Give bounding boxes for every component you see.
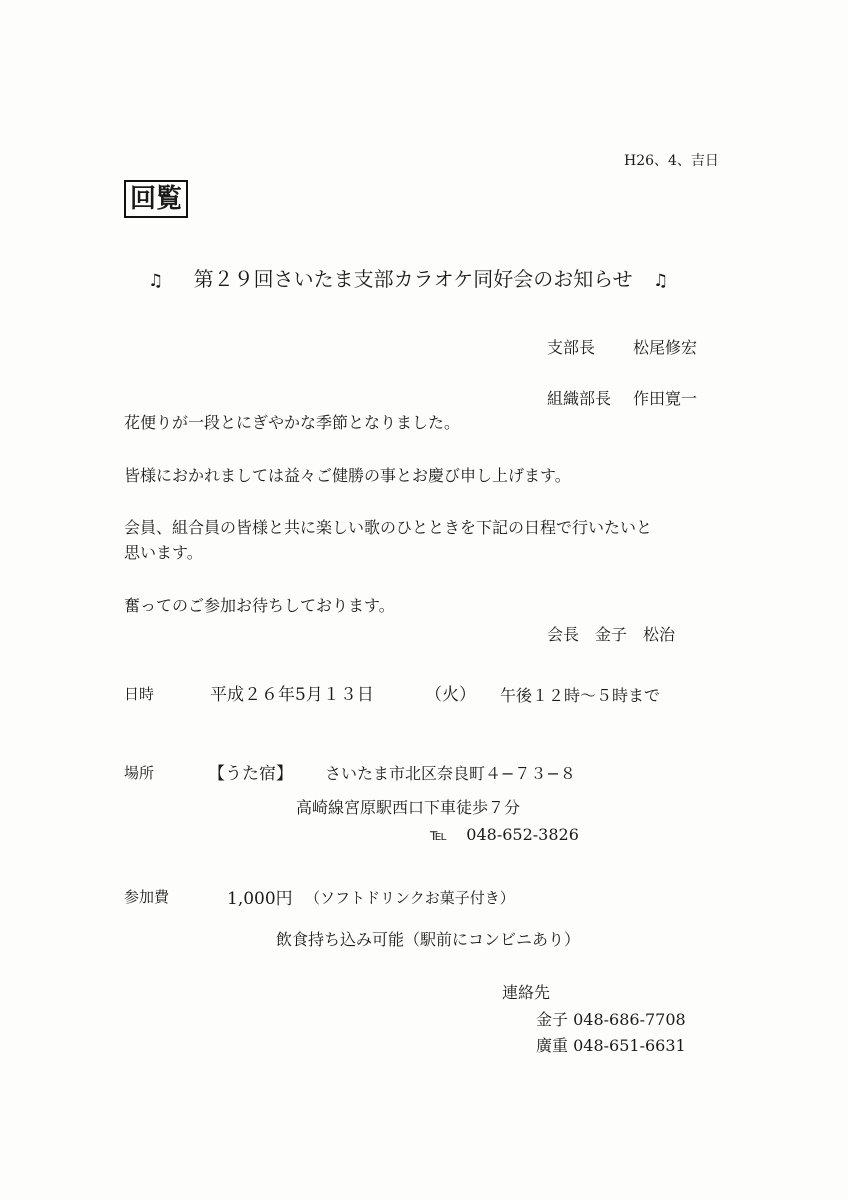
datetime-date: 平成２６年5月１３日	[210, 685, 374, 705]
place-label: 場所	[124, 764, 155, 782]
place-access: 高崎線宮原駅西口下車徒歩７分	[296, 798, 521, 817]
place-name: 【うた宿】	[208, 764, 293, 784]
place-phone-number: 048-652-3826	[466, 825, 579, 844]
title-row	[148, 263, 668, 292]
place-address: さいたま市北区奈良町４−７３−８	[325, 764, 576, 783]
org-head-name: 作田寛一	[633, 389, 698, 408]
datetime-label: 日時	[124, 685, 155, 703]
body-line-3b: 思います。	[124, 543, 203, 562]
music-note-icon: ♫	[148, 271, 164, 291]
fee-label: 参加費	[124, 888, 170, 906]
fee-note: （ソフトドリンクお菓子付き）	[305, 889, 515, 907]
contact-person-2: 廣重 048-651-6631	[536, 1036, 686, 1055]
body-line-2: 皆様におかれましては益々ご健勝の事とお慶び申し上げます。	[124, 466, 571, 485]
fee-note-2: 飲食持ち込み可能（駅前にコンビニあり）	[276, 930, 581, 949]
branch-head-signature	[547, 335, 697, 358]
place-phone	[430, 825, 579, 844]
phone-icon: ℡	[430, 825, 448, 844]
org-head-role: 組織部長	[547, 389, 612, 408]
body-line-1: 花便りが一段とにぎやかな季節となりました。	[124, 413, 461, 432]
contact-label: 連絡先	[502, 983, 551, 1002]
document-title: 第２９回さいたま支部カラオケ同好会のお知らせ	[193, 267, 633, 291]
branch-head-role: 支部長	[547, 338, 596, 357]
datetime-day: （火）	[425, 685, 476, 705]
chairman-signature: 会長 金子 松治	[547, 625, 676, 644]
datetime-time: 午後１２時～５時まで	[500, 686, 661, 705]
body-line-4: 奮ってのご参加お待ちしております。	[124, 596, 395, 615]
contact-person-1: 金子 048-686-7708	[536, 1010, 686, 1029]
fee-amount: 1,000円	[227, 889, 293, 909]
circulation-stamp: 回覧	[124, 180, 188, 218]
music-note-icon: ♫	[652, 271, 669, 291]
org-head-signature	[547, 386, 697, 409]
body-line-3a: 会員、組合員の皆様と共に楽しい歌のひとときを下記の日程で行いたいと	[124, 518, 653, 537]
branch-head-name: 松尾修宏	[633, 338, 698, 357]
issue-date: H26、4、吉日	[624, 153, 719, 169]
